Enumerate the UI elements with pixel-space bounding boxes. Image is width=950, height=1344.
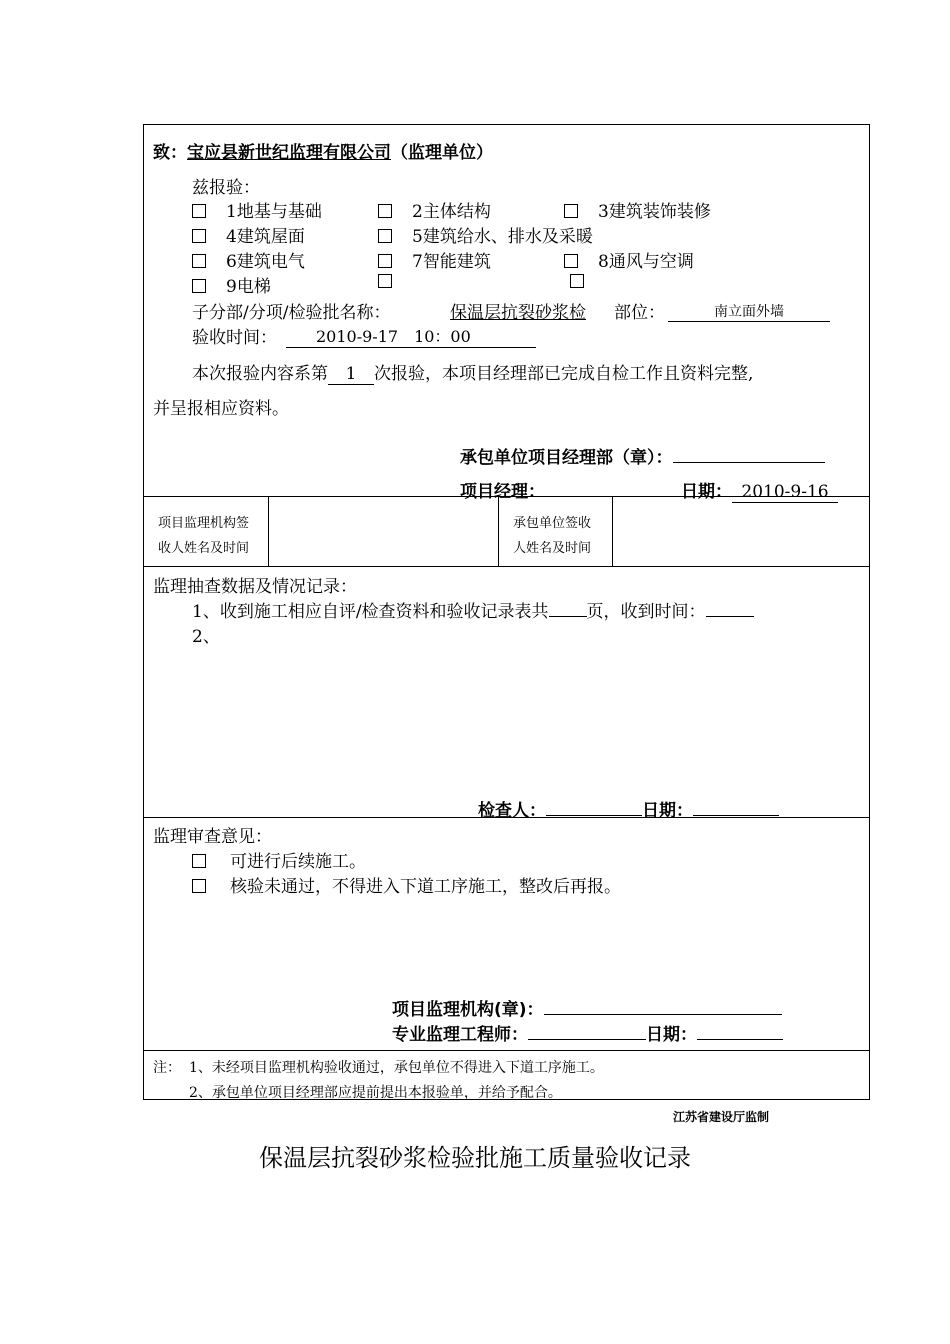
contractor-receipt-label-2: 人姓名及时间 xyxy=(513,541,592,556)
checkbox-icon[interactable] xyxy=(378,229,392,243)
subdivision-value: 保温层抗裂砂浆检 xyxy=(450,303,586,323)
category-item[interactable]: 7智能建筑 xyxy=(378,247,491,272)
engineer-signature-blank[interactable] xyxy=(528,1024,646,1040)
category-item[interactable]: 3建筑装饰装修 xyxy=(564,197,711,222)
review-option-reject[interactable]: 核验未通过，不得进入下道工序施工，整改后再报。 xyxy=(192,872,621,897)
inspector-signature-blank[interactable] xyxy=(546,800,642,816)
check-record-item-2: 2、 xyxy=(192,627,220,647)
divider-receipt-bottom xyxy=(143,566,870,567)
checkbox-icon[interactable] xyxy=(570,274,584,288)
checkbox-icon[interactable] xyxy=(564,254,578,268)
category-item[interactable]: 2主体结构 xyxy=(378,197,491,222)
check-record-heading: 监理抽查数据及情况记录： xyxy=(153,577,357,597)
location-label: 部位： xyxy=(614,303,665,323)
category-item[interactable]: 9电梯 xyxy=(192,272,271,297)
checkbox-icon[interactable] xyxy=(192,229,206,243)
contractor-stamp-line: 承包单位项目经理部（章）： xyxy=(460,443,825,468)
checkbox-icon[interactable] xyxy=(192,204,206,218)
location-value: 南立面外墙 xyxy=(668,301,830,322)
manager-date-value: 2010-9-16 xyxy=(732,482,838,503)
inspection-time-value: 2010-9-17 10：00 xyxy=(286,324,536,348)
category-item[interactable]: 1地基与基础 xyxy=(192,197,322,222)
subdivision-label: 子分部/分项/检验批名称： xyxy=(192,303,391,323)
checkbox-icon[interactable] xyxy=(378,274,392,288)
receipt-divider-1 xyxy=(268,496,269,566)
document-title: 保温层抗裂砂浆检验批施工质量验收记录 xyxy=(259,1144,691,1172)
contractor-receipt-label: 承包单位签收 xyxy=(513,516,592,531)
supervisor-receipt-label-2: 收人姓名及时间 xyxy=(158,541,250,556)
inspector-line: 检查人： 日期： xyxy=(478,796,779,821)
addressee-line xyxy=(153,138,493,163)
submission-sentence: 本次报验内容系第 1 次报验，本项目经理部已完成自检工作且资料完整, xyxy=(192,364,754,384)
submission-count: 1 xyxy=(328,364,374,385)
category-item[interactable]: 8通风与空调 xyxy=(564,247,694,272)
receipt-divider-3 xyxy=(612,496,613,566)
engineer-line: 专业监理工程师： 日期： xyxy=(392,1020,783,1045)
category-item[interactable]: 4建筑屋面 xyxy=(192,222,305,247)
inspection-intro: 兹报验： xyxy=(192,178,260,198)
page-count-blank[interactable] xyxy=(549,601,587,617)
received-time-blank[interactable] xyxy=(706,601,754,617)
manager-line: 项目经理： 日期： 2010-9-16 xyxy=(460,477,838,503)
supervisor-receipt-label: 项目监理机构签 xyxy=(158,516,250,531)
company-role: （监理单位） xyxy=(391,143,493,163)
review-heading: 监理审查意见： xyxy=(153,827,272,847)
manager-signature-blank[interactable] xyxy=(545,481,681,497)
note-2: 2、承包单位项目经理部应提前提出本报验单，并给予配合。 xyxy=(189,1085,562,1101)
note-1: 注： 1、未经项目监理机构验收通过，承包单位不得进入下道工序施工。 xyxy=(153,1060,604,1076)
checkbox-icon[interactable] xyxy=(192,279,206,293)
to-prefix: 致： xyxy=(153,143,187,163)
category-item[interactable] xyxy=(378,272,412,292)
time-label: 验收时间： xyxy=(192,328,277,348)
contractor-receipt-field[interactable] xyxy=(614,498,868,564)
checkbox-icon[interactable] xyxy=(378,204,392,218)
category-item[interactable]: 6建筑电气 xyxy=(192,247,305,272)
checkbox-icon[interactable] xyxy=(378,254,392,268)
supervisor-receipt-field[interactable] xyxy=(270,498,496,564)
org-stamp-blank[interactable] xyxy=(544,999,782,1015)
divider-notes-top xyxy=(143,1050,870,1051)
category-item[interactable]: 5建筑给水、排水及采暖 xyxy=(378,222,593,247)
supervision-company: 宝应县新世纪监理有限公司 xyxy=(187,143,391,163)
issuer-label: 江苏省建设厅监制 xyxy=(673,1110,770,1124)
supervision-org-line: 项目监理机构(章)： xyxy=(392,995,782,1020)
contractor-stamp-blank[interactable] xyxy=(673,447,825,463)
receipt-divider-2 xyxy=(498,496,499,566)
checkbox-icon[interactable] xyxy=(192,854,206,868)
engineer-date-blank[interactable] xyxy=(697,1024,783,1040)
checkbox-icon[interactable] xyxy=(192,254,206,268)
checkbox-icon[interactable] xyxy=(564,204,578,218)
check-record-item-1: 1、收到施工相应自评/检查资料和验收记录表共 页，收到时间： xyxy=(192,597,754,622)
submission-sentence-cont: 并呈报相应资料。 xyxy=(153,399,289,419)
review-option-approve[interactable]: 可进行后续施工。 xyxy=(192,847,366,872)
checkbox-icon[interactable] xyxy=(192,879,206,893)
category-item[interactable] xyxy=(570,272,604,292)
inspector-date-blank[interactable] xyxy=(693,800,779,816)
